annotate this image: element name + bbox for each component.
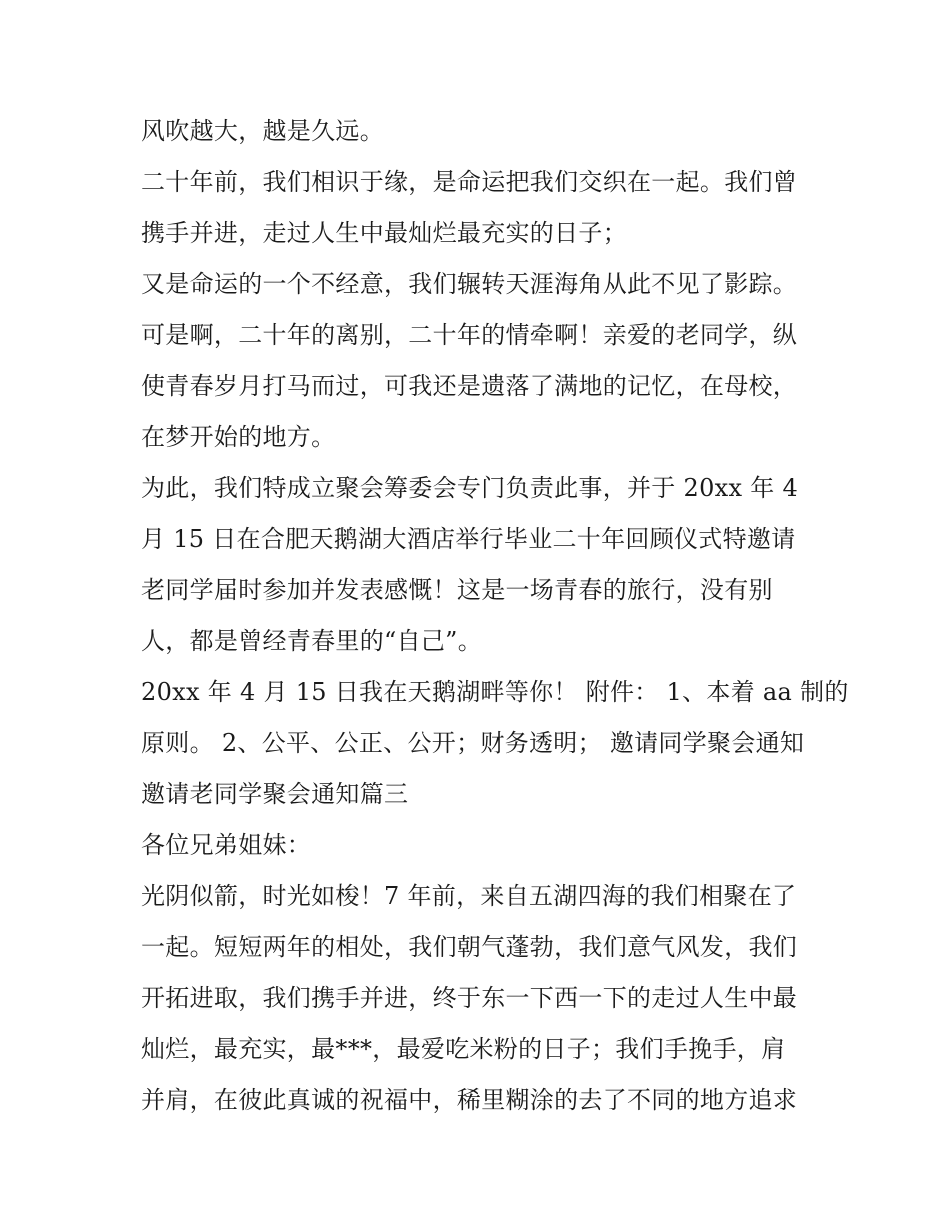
text-line: 风吹越大，越是久远。 <box>141 117 384 145</box>
text-line: 并肩，在彼此真诚的祝福中，稀里糊涂的去了不同的地方追求 <box>141 1086 798 1114</box>
salutation: 各位兄弟姐妹： <box>141 831 312 859</box>
text-line: 光阴似箭，时光如梭！7 年前，来自五湖四海的我们相聚在了 <box>141 882 797 910</box>
text-line: 一起。短短两年的相处，我们朝气蓬勃，我们意气风发，我们 <box>141 933 798 961</box>
text-line: 携手并进，走过人生中最灿烂最充实的日子； <box>141 219 627 247</box>
document-body <box>141 106 849 1126</box>
text-line: 人，都是曾经青春里的“自己”。 <box>141 627 483 655</box>
text-line: 为此，我们特成立聚会筹委会专门负责此事，并于 20xx 年 4 <box>141 474 799 502</box>
text-line: 在梦开始的地方。 <box>141 423 336 451</box>
text-line: 月 15 日在合肥天鹅湖大酒店举行毕业二十年回顾仪式特邀请 <box>141 525 796 553</box>
text-line: 原则。 2、公平、公正、公开；财务透明； 邀请同学聚会通知 <box>141 729 805 757</box>
text-line: 可是啊，二十年的离别，二十年的情牵啊！亲爱的老同学，纵 <box>141 321 798 349</box>
text-line: 使青春岁月打马而过，可我还是遗落了满地的记忆，在母校， <box>141 372 798 400</box>
text-line: 20xx 年 4 月 15 日我在天鹅湖畔等你！ 附件： 1、本着 aa 制的 <box>141 678 849 706</box>
text-line: 开拓进取，我们携手并进，终于东一下西一下的走过人生中最 <box>141 984 798 1012</box>
text-line: 又是命运的一个不经意，我们辗转天涯海角从此不见了影踪。 <box>141 270 798 298</box>
text-line: 老同学届时参加并发表感慨！这是一场青春的旅行，没有别 <box>141 576 773 604</box>
text-line: 二十年前，我们相识于缘，是命运把我们交织在一起。我们曾 <box>141 168 798 196</box>
text-line: 灿烂，最充实，最***，最爱吃米粉的日子；我们手挽手，肩 <box>141 1035 786 1063</box>
section-heading: 邀请老同学聚会通知篇三 <box>141 780 409 808</box>
